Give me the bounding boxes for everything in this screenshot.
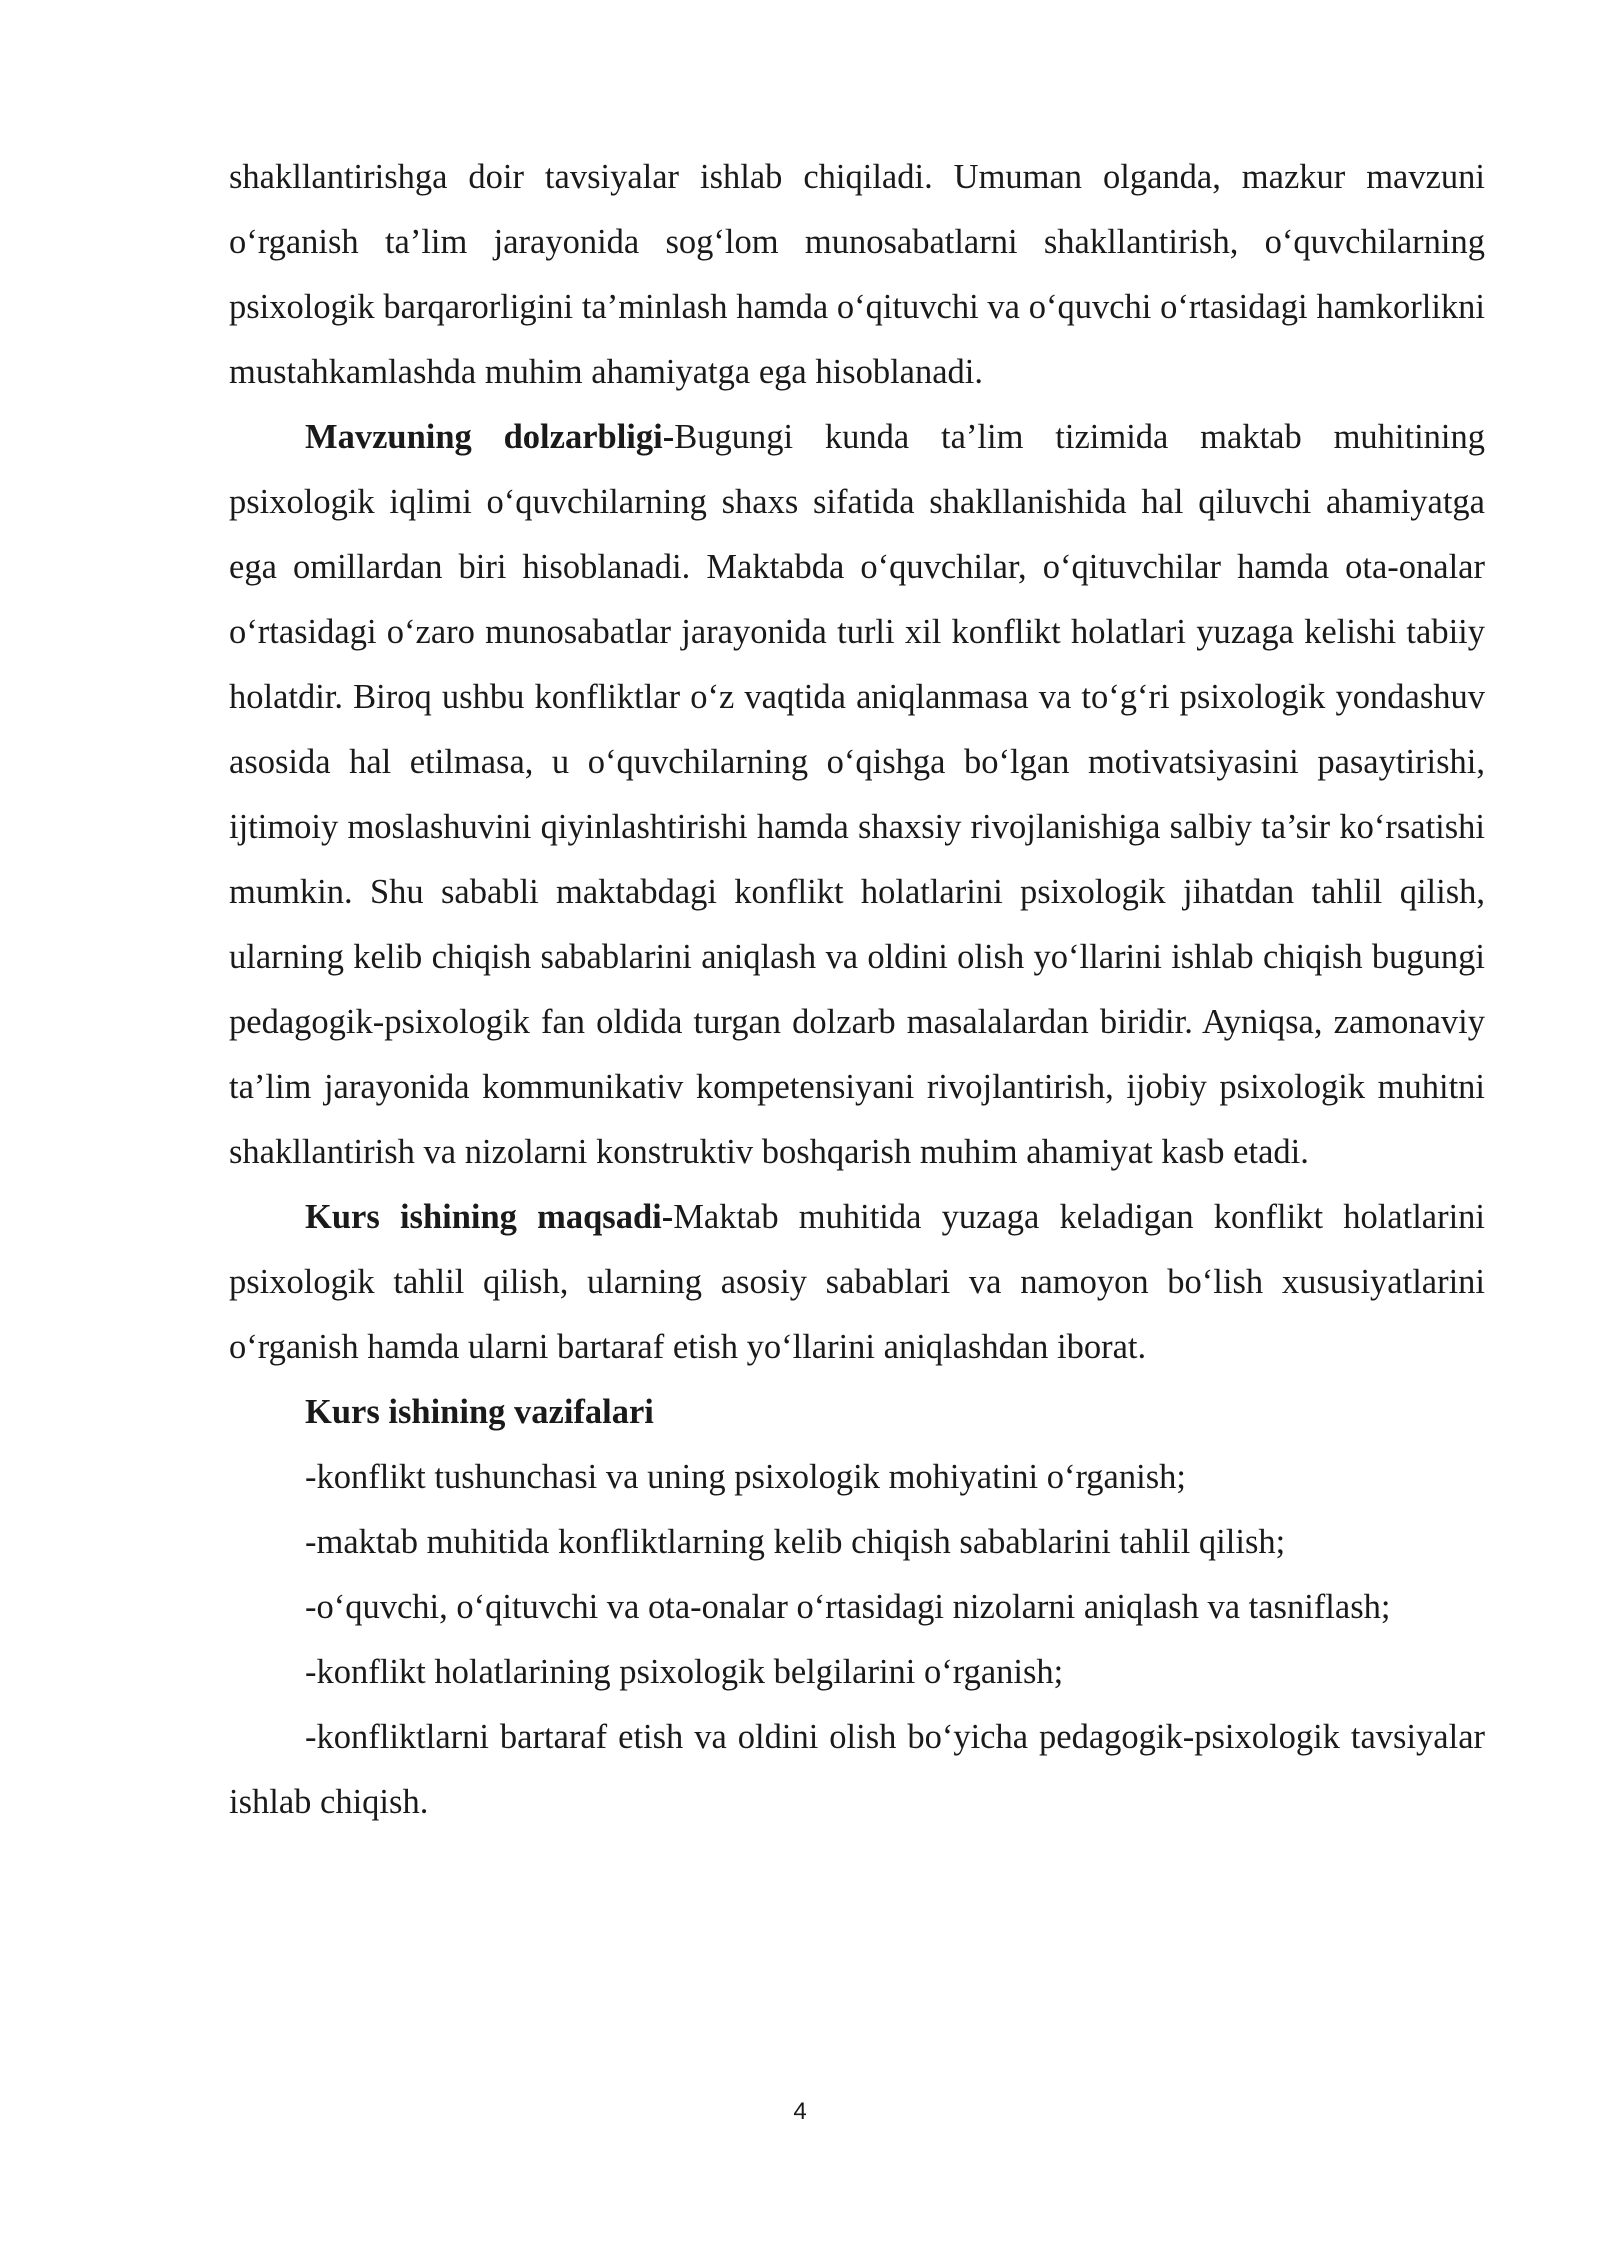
goal-text: Maktab muhitida yuzaga keladigan konflikt holatlarini psixologik tahlil qilish, ularning asosiy sabablari va namoyon bo‘lish xususiyatlarini o‘rganish hamda ularni bartaraf etish yo‘llarini aniqlashdan iborat.: [229, 1198, 1485, 1366]
task-item: -konflikt tushunchasi va uning psixologik mohiyatini o‘rganish;: [305, 1458, 1186, 1496]
goal-paragraph: [229, 1185, 1485, 1380]
task-item: -konflikt holatlarining psixologik belgilarini o‘rganish;: [305, 1653, 1064, 1691]
relevance-paragraph: [229, 405, 1485, 1185]
goal-label: Kurs ishining maqsadi-: [305, 1198, 674, 1236]
intro-paragraph: shakllantirishga doir tavsiyalar ishlab chiqiladi. Umuman olganda, mazkur mavzuni o‘rganish ta’lim jarayonida sog‘lom munosabatlarni shakllantirish, o‘quvchilarning psixologik barqarorligini ta’minlash hamda o‘qituvchi va o‘quvchi o‘rtasidagi hamkorlikni mustahkamlashda muhim ahamiyatga ega hisoblanadi.: [229, 158, 1485, 391]
task-item: -konfliktlarni bartaraf etish va oldini olish bo‘yicha pedagogik-psixologik tavsiyalar ishlab chiqish.: [229, 1718, 1485, 1821]
document-page: [229, 145, 1485, 1835]
page-number: 4: [793, 2098, 807, 2125]
relevance-label: Mavzuning dolzarbligi-: [305, 418, 675, 456]
relevance-text: Bugungi kunda ta’lim tizimida maktab muhitining psixologik iqlimi o‘quvchilarning shaxs sifatida shakllanishida hal qiluvchi ahamiyatga ega omillardan biri hisoblanadi. Maktabda o‘quvchilar, o‘qituvchilar hamda ota-onalar o‘rtasidagi o‘zaro munosabatlar jarayonida turli xil konflikt holatlari yuzaga kelishi tabiiy holatdir. Biroq ushbu konfliktlar o‘z vaqtida aniqlanmasa va to‘g‘ri psixologik yondashuv asosida hal etilmasa, u o‘quvchilarning o‘qishga bo‘lgan motivatsiyasini pasaytirishi, ijtimoiy moslashuvini qiyinlashtirishi hamda shaxsiy rivojlanishiga salbiy ta’sir ko‘rsatishi mumkin. Shu sababli maktabdagi konflikt holatlarini psixologik jihatdan tahlil qilish, ularning kelib chiqish sabablarini aniqlash va oldini olish yo‘llarini ishlab chiqish bugungi pedagogik-psixologik fan oldida turgan dolzarb masalalardan biridir. Ayniqsa, zamonaviy ta’lim jarayonida kommunikativ kompetensiyani rivojlantirish, ijobiy psixologik muhitni shakllantirish va nizolarni konstruktiv boshqarish muhim ahamiyat kasb etadi.: [229, 418, 1485, 1171]
task-item: -o‘quvchi, o‘qituvchi va ota-onalar o‘rtasidagi nizolarni aniqlash va tasniflash;: [305, 1588, 1391, 1626]
task-item: -maktab muhitida konfliktlarning kelib chiqish sabablarini tahlil qilish;: [305, 1523, 1286, 1561]
tasks-heading: Kurs ishining vazifalari: [305, 1393, 654, 1431]
